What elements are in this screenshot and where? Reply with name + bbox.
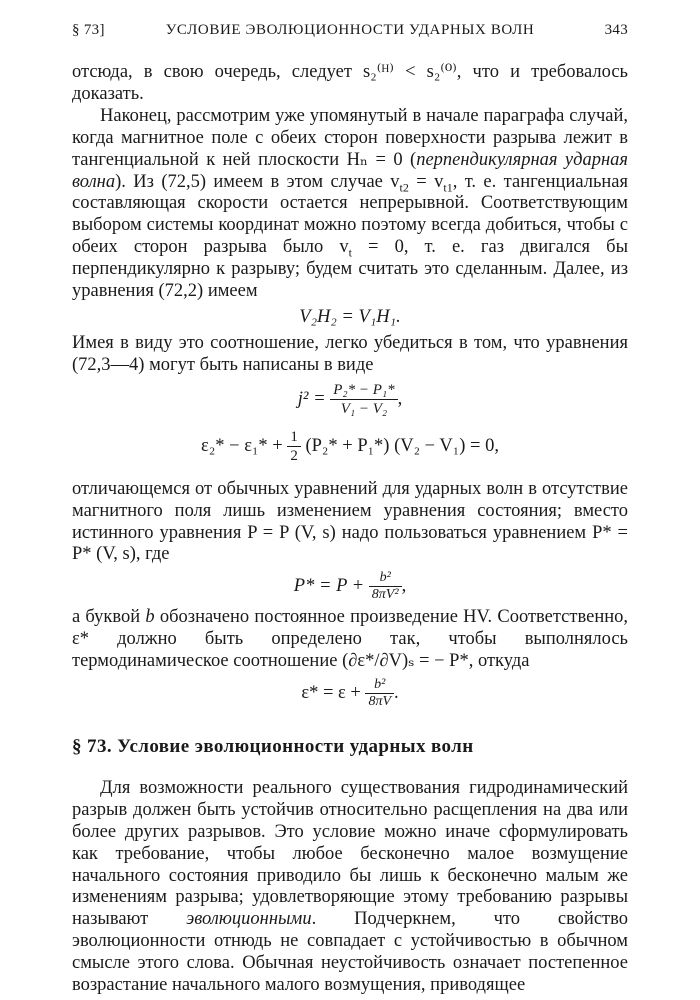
p2-sub-3: t [348,245,352,260]
page-number: 343 [604,22,628,38]
paragraph-3: Имея в виду это соотношение, легко убедиться в том, что уравнения (72,3—4) могут быть написаны в виде [72,332,628,375]
eq3-lhs: ε₂* − ε₁* + [201,435,283,456]
p6-text-2: . Подчеркнем, что свойство эволюционности отнюдь не совпадает с устойчивостью в обычном смысле этого слова. Обычная неустойчивость означает постепенное возрастание начального малого возмущения, приводящее [72,909,628,996]
equation-3 [72,428,628,465]
p5-symbol-b: b [145,607,155,628]
paragraph-5 [72,607,628,673]
paragraph-6 [72,778,628,997]
header-section-ref: § 73] [72,22,105,38]
section-heading: § 73. Условие эволюционности ударных волн [72,736,474,758]
eq5-lhs: ε* = ε + [301,682,361,703]
p2-text-5: = 0, т. е. газ двигался бы перпендикулярно к разрыву; будем считать это сделанным. Далее, из уравнения (72,2) имеем [72,237,629,302]
eq2-fraction [330,381,397,418]
running-header [72,22,628,46]
equation-1: V₂H₂ = V₁H₁. [299,306,401,327]
eq5-tail: . [394,682,399,703]
paragraph-2 [72,106,628,303]
eq2-tail: , [397,388,403,409]
eq4-lhs: P* = P + [293,576,365,597]
p2-text-2: ). Из (72,5) имеем в этом случае v [115,171,400,192]
eq4-fraction [369,570,402,603]
eq4-tail: , [401,576,407,597]
p2-sub-2: t1 [443,180,453,195]
paragraph-1: отсюда, в свою очередь, следует s₂⁽ᴴ⁾ < s₂⁽⁰⁾, что и требовалось доказать. [72,62,628,104]
eq5-fraction [365,677,394,710]
eq2-denominator: V₁ − V₂ [340,400,388,417]
p2-text-3: = v [408,171,444,192]
eq5-numerator: b² [365,677,394,694]
eq3-denominator: 2 [290,447,298,464]
p2-text-4: , т. е. тангенциальная составляющая скорости остается непрерывной. Соответствующим выбором системы координат можно поэтому всегда добиться, чтобы с обеих сторон разрыва было v [72,171,629,258]
eq3-numerator: 1 [287,428,301,447]
eq3-fraction [287,428,301,465]
eq3-rhs: (P₂* + P₁*) (V₂ − V₁) = 0, [305,435,499,456]
p6-italic-term: эволюционными [186,909,312,930]
p2-sub-1: t2 [399,180,409,195]
eq4-denominator: 8πV² [371,587,399,603]
eq4-numerator: b² [369,570,402,587]
equation-4 [72,570,628,603]
p2-text-1: Наконец, рассмотрим уже упомянутый в начале параграфа случай, когда магнитное поле с обеих сторон поверхности разрыва лежит в тангенциальной к ней плоскости Hₙ = 0 ( [72,105,628,170]
equation-5 [72,677,628,710]
paragraph-4: отличающемся от обычных уравнений для ударных волн в отсутствие магнитного поля лишь изменением уравнения состояния; вместо истинного уравнения P = P (V, s) надо пользоваться уравнением P* = P* (V, s), где [72,478,628,565]
p2-italic-term: перпендикулярная ударная волна [72,149,628,192]
header-running-title: УСЛОВИЕ ЭВОЛЮЦИОННОСТИ УДАРНЫХ ВОЛН [165,22,535,38]
equation-2 [72,381,628,418]
p5-text-1: а буквой [72,607,146,628]
p5-text-2: обозначено постоянное произведение HV. Соответственно, ε* должно быть определено так, чтобы выполнялось термодинамическое соотношение (∂ε*/∂V)ₛ = − P*, откуда [72,607,628,672]
page-body [72,62,628,997]
eq5-denominator: 8πV [368,694,392,710]
eq2-lhs: j² = [297,388,326,409]
p6-text-1: Для возможности реального существования гидродинамический разрыв должен быть устойчив относительно расщепления на два или более других разрывов. Это условие можно иначе сформулировать как требование, чтобы любое бесконечно малое возмущение начального состояния приводило бы лишь к бесконечно малым же изменениям разрыва; удовлетворяющие этому требованию разрывы называют [72,777,628,930]
eq2-numerator: P₂* − P₁* [330,381,397,400]
